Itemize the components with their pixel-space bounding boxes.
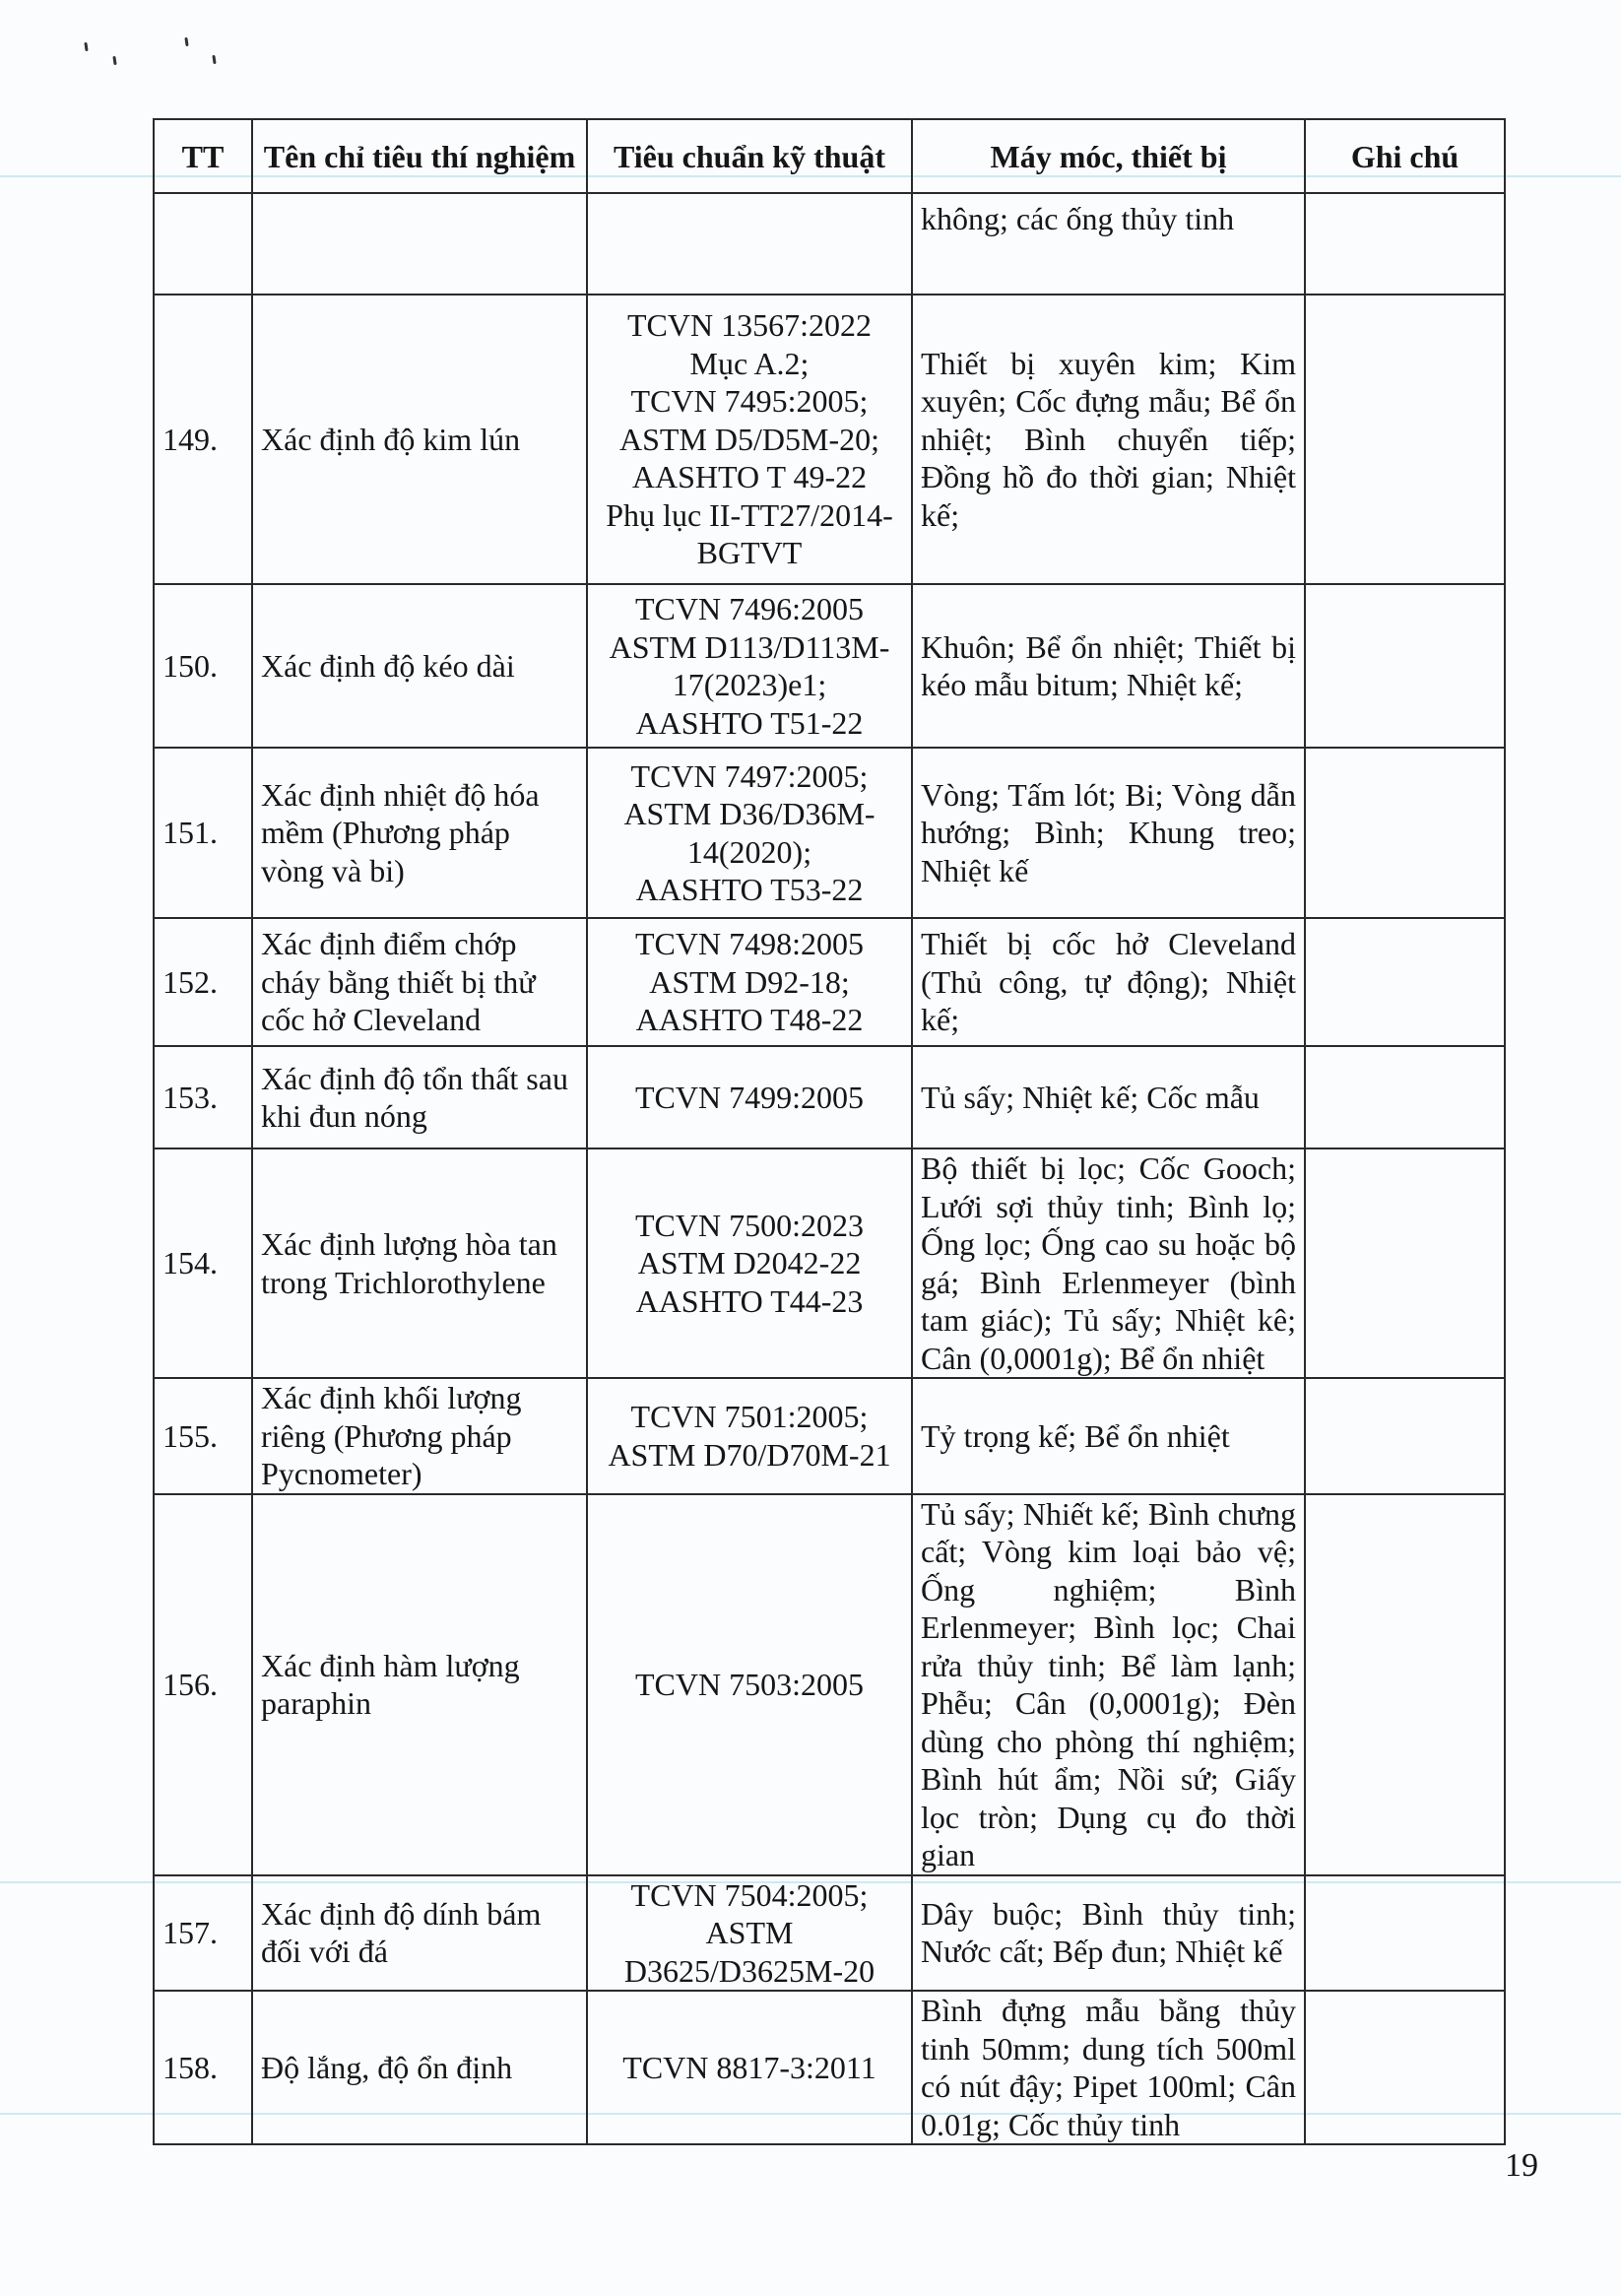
standard-line: TCVN 7499:2005 (635, 1079, 864, 1115)
table-row (154, 1875, 1505, 1992)
cell-note (1305, 584, 1505, 748)
cell-standard (587, 1148, 912, 1378)
cell-note (1305, 1378, 1505, 1494)
cell-tt: 149. (154, 295, 252, 584)
standard-line: 14(2020); (686, 833, 812, 870)
standard-line: ASTM D2042-22 (637, 1245, 862, 1281)
cell-note (1305, 193, 1505, 295)
standard-line: 17(2023)e1; (672, 667, 827, 702)
table-row (154, 748, 1505, 918)
cell-standard (587, 1875, 912, 1992)
page-number: 19 (1505, 2147, 1538, 2184)
table-row (154, 918, 1505, 1046)
cell-note (1305, 748, 1505, 918)
cell-equipment: Khuôn; Bể ổn nhiệt; Thiết bị kéo mẫu bitum; Nhiệt kế; (912, 584, 1305, 748)
cell-equipment: Thiết bị cốc hở Cleveland (Thủ công, tự động); Nhiệt kế; (912, 918, 1305, 1046)
cell-test-name: Xác định khối lượng riêng (Phương pháp Pycnometer) (252, 1378, 587, 1494)
standard-line: Mục A.2; (689, 345, 810, 381)
cell-equipment: Bình đựng mẫu bằng thủy tinh 50mm; dung tích 500ml có nút đậy; Pipet 100ml; Cân 0.01g; Cốc thủy tinh (912, 1991, 1305, 2144)
standard-line: TCVN 13567:2022 (627, 307, 872, 344)
header-tt: TT (154, 119, 252, 193)
standard-line: AASHTO T48-22 (635, 1002, 864, 1038)
standard-line: ASTM D36/D36M- (623, 796, 875, 831)
header-standard: Tiêu chuẩn kỹ thuật (587, 119, 912, 193)
cell-tt: 150. (154, 584, 252, 748)
standard-line: TCVN 7500:2023 (635, 1207, 864, 1243)
cell-test-name: Xác định độ dính bám đối với đá (252, 1875, 587, 1992)
table-row-continuation (154, 193, 1505, 295)
cell-tt: 156. (154, 1494, 252, 1875)
cell-equipment: không; các ống thủy tinh (912, 193, 1305, 295)
standard-line: AASHTO T 49-22 (631, 459, 868, 495)
standard-line: BGTVT (696, 535, 803, 571)
cell-tt (154, 193, 252, 295)
cell-standard (587, 193, 912, 295)
cell-test-name: Xác định độ kéo dài (252, 584, 587, 748)
equipment-table (153, 118, 1506, 2145)
standard-line: TCVN 7503:2005 (635, 1666, 864, 1702)
cell-note (1305, 1991, 1505, 2144)
cell-note (1305, 1875, 1505, 1992)
cell-equipment: Bộ thiết bị lọc; Cốc Gooch; Lưới sợi thủy tinh; Bình lọ; Ống lọc; Ống cao su hoặc bộ gá; Bình Erlenmeyer (bình tam giác); Tủ sấy; Nhiệt kê; Cân (0,0001g); Bể ổn nhiệt (912, 1148, 1305, 1378)
table-header-row (154, 119, 1505, 193)
standard-line: AASHTO T53-22 (635, 872, 864, 907)
table-row (154, 1046, 1505, 1148)
cell-test-name (252, 193, 587, 295)
standard-line: Phụ lục II-TT27/2014- (606, 496, 893, 533)
standard-line: ASTM D92-18; (649, 963, 850, 1000)
standard-line: ASTM D5/D5M-20; (618, 421, 879, 457)
cell-tt: 155. (154, 1378, 252, 1494)
cell-note (1305, 1046, 1505, 1148)
table-row (154, 1991, 1505, 2144)
cell-tt: 157. (154, 1875, 252, 1992)
standard-line: ASTM (705, 1915, 794, 1950)
cell-test-name: Xác định độ kim lún (252, 295, 587, 584)
scan-speck (212, 55, 216, 64)
standard-line: ASTM D70/D70M-21 (608, 1436, 891, 1473)
cell-test-name: Xác định độ tổn thất sau khi đun nóng (252, 1046, 587, 1148)
cell-standard (587, 1046, 912, 1148)
cell-equipment: Tủ sấy; Nhiết kế; Bình chưng cất; Vòng kim loại bảo vệ; Ống nghiệm; Bình Erlenmeyer; Bình lọc; Chai rửa thủy tinh; Bể làm lạnh; Phễu; Cân (0,0001g); Đèn dùng cho phòng thí nghiệm; Bình hút ẩm; Nồi sứ; Giấy lọc tròn; Dụng cụ đo thời gian (912, 1494, 1305, 1875)
cell-test-name: Xác định điểm chớp cháy bằng thiết bị thử cốc hở Cleveland (252, 918, 587, 1046)
cell-equipment: Tỷ trọng kế; Bể ổn nhiệt (912, 1378, 1305, 1494)
header-test-name: Tên chỉ tiêu thí nghiệm (252, 119, 587, 193)
standard-line: TCVN 7495:2005; (630, 383, 869, 420)
scan-speck (112, 56, 116, 65)
standard-line: TCVN 7498:2005 (635, 926, 864, 962)
cell-test-name: Xác định hàm lượng paraphin (252, 1494, 587, 1875)
standard-line: ASTM D113/D113M- (609, 628, 890, 665)
cell-tt: 158. (154, 1991, 252, 2144)
scan-speck (184, 37, 188, 46)
table-row (154, 1378, 1505, 1494)
cell-equipment: Vòng; Tấm lót; Bi; Vòng dẫn hướng; Bình; Khung treo; Nhiệt kế (912, 748, 1305, 918)
table-row (154, 584, 1505, 748)
cell-equipment: Dây buộc; Bình thủy tinh; Nước cất; Bếp đun; Nhiệt kế (912, 1875, 1305, 1992)
cell-note (1305, 918, 1505, 1046)
table-row (154, 1148, 1505, 1378)
cell-standard (587, 1991, 912, 2144)
cell-test-name: Xác định nhiệt độ hóa mềm (Phương pháp vòng và bi) (252, 748, 587, 918)
cell-note (1305, 1494, 1505, 1875)
cell-standard (587, 918, 912, 1046)
cell-standard (587, 748, 912, 918)
cell-tt: 152. (154, 918, 252, 1046)
standard-line: TCVN 7501:2005; (630, 1399, 869, 1435)
standard-line: AASHTO T51-22 (635, 704, 864, 741)
cell-standard (587, 1378, 912, 1494)
cell-tt: 154. (154, 1148, 252, 1378)
cell-equipment: Tủ sấy; Nhiệt kế; Cốc mẫu (912, 1046, 1305, 1148)
cell-tt: 153. (154, 1046, 252, 1148)
standard-line: TCVN 7504:2005; (630, 1876, 869, 1913)
standard-line: TCVN 7496:2005 (635, 591, 864, 626)
header-note: Ghi chú (1305, 119, 1505, 193)
standard-line: TCVN 7497:2005; (630, 757, 869, 794)
cell-standard (587, 295, 912, 584)
standard-line: TCVN 8817-3:2011 (622, 2049, 876, 2085)
cell-note (1305, 295, 1505, 584)
standard-line: D3625/D3625M-20 (623, 1952, 875, 1989)
cell-equipment: Thiết bị xuyên kim; Kim xuyên; Cốc đựng mẫu; Bể ổn nhiệt; Bình chuyển tiếp; Đồng hồ đo thời gian; Nhiệt kế; (912, 295, 1305, 584)
cell-tt: 151. (154, 748, 252, 918)
standard-line: AASHTO T44-23 (635, 1282, 864, 1319)
cell-note (1305, 1148, 1505, 1378)
table-row (154, 295, 1505, 584)
header-equipment: Máy móc, thiết bị (912, 119, 1305, 193)
cell-test-name: Xác định lượng hòa tan trong Trichlorothylene (252, 1148, 587, 1378)
cell-test-name: Độ lắng, độ ổn định (252, 1991, 587, 2144)
cell-standard (587, 1494, 912, 1875)
table-row (154, 1494, 1505, 1875)
cell-standard (587, 584, 912, 748)
scan-speck (84, 42, 88, 51)
